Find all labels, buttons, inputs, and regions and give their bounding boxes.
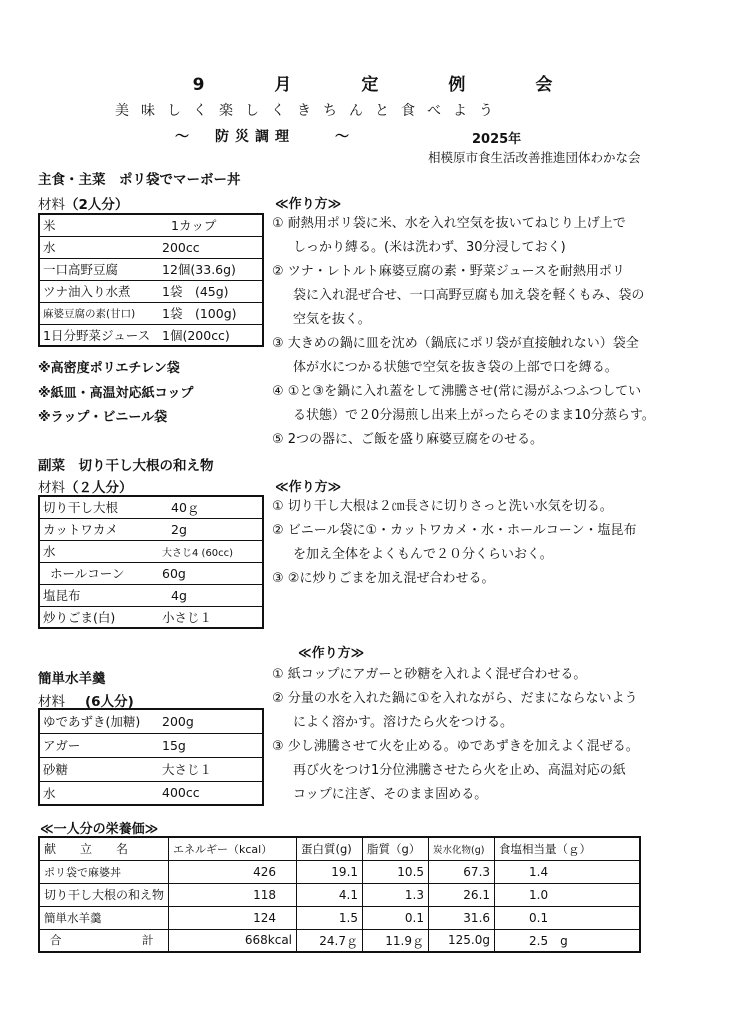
ingredient-amount: 200cc — [159, 236, 263, 258]
step-line: ① 耐熱用ポリ袋に米、水を入れ空気を抜いてねじり上げ上で — [272, 216, 626, 231]
dish1-ingredient-table — [38, 213, 264, 347]
step-line: る状態）で２0分湯煎し出来上がったらそのまま10分蒸らす。 — [293, 408, 655, 423]
dish2-heading: 副菜 切り干し大根の和え物 — [38, 458, 214, 474]
title-char: 定 — [361, 75, 379, 95]
table-row — [39, 540, 263, 562]
dish3-heading: 簡単水羊羹 — [38, 671, 106, 687]
cell: 124 — [169, 906, 297, 929]
ingredient-amount: 大さじ１ — [159, 757, 263, 781]
ingredient-name: 塩昆布 — [39, 584, 159, 606]
subtitle: 美味しく楽しくきちんと食べよう — [115, 103, 505, 119]
cell: 2.5 g — [495, 929, 640, 952]
ingredient-amount: 大さじ4 (60cc) — [159, 540, 263, 562]
ingredient-amount: 1カップ — [159, 214, 263, 236]
servings: (6人分) — [85, 694, 134, 710]
cell: 426 — [169, 860, 297, 883]
cell: 19.1 — [297, 860, 363, 883]
ingredient-amount: 小さじ１ — [159, 606, 263, 628]
ingredient-name: 1日分野菜ジュース — [39, 324, 159, 346]
cell: 合 計 — [39, 929, 169, 952]
title-char: 例 — [448, 75, 466, 95]
cell: 67.3 — [429, 860, 495, 883]
ingredient-name: ゆであずき(加糖) — [39, 709, 159, 733]
cell: 24.7ｇ — [297, 929, 363, 952]
step-line: ③ 少し沸騰させて火を止める。ゆであずきを加えよく混ぜる。 — [272, 739, 639, 754]
organization: 相模原市食生活改善推進団体わかな会 — [428, 150, 641, 165]
cell: 1.5 — [297, 906, 363, 929]
ingredient-name: 米 — [39, 214, 159, 236]
column-header: エネルギー（kcal） — [169, 837, 297, 860]
materials-label: 材料 — [38, 197, 65, 213]
cell: 125.0g — [429, 929, 495, 952]
table-row — [39, 860, 640, 883]
ingredient-name: ツナ油入り水煮 — [39, 280, 159, 302]
table-row — [39, 518, 263, 540]
step-line: しっかり縛る。(米は洗わず、30分浸しておく) — [293, 240, 566, 255]
table-row — [39, 236, 263, 258]
table-row — [39, 781, 263, 805]
cell: 0.1 — [495, 906, 640, 929]
ingredient-amount: 4g — [159, 584, 263, 606]
note: ※紙皿・高温対応紙コップ — [38, 386, 194, 401]
step-line: 袋に入れ混ぜ合せ、一口高野豆腐も加え袋を軽くもみ、袋の — [293, 288, 645, 303]
note: ※ラップ・ビニール袋 — [38, 410, 168, 425]
nutrition-table — [38, 836, 641, 953]
step-line: コップに注ぎ、そのまま固める。 — [293, 787, 488, 802]
materials-label: 材料 — [38, 480, 65, 496]
materials-label: 材料 — [38, 694, 65, 710]
cell: 0.1 — [363, 906, 429, 929]
dish2-ingredient-table — [38, 495, 264, 629]
nutrition-title: ≪一人分の栄養価≫ — [40, 822, 159, 837]
cell: 10.5 — [363, 860, 429, 883]
column-header: 脂質（g） — [363, 837, 429, 860]
title-char: 会 — [535, 75, 553, 95]
step-line: によく溶かす。溶けたら火をつける。 — [293, 715, 513, 730]
column-header: 蛋白質(g) — [297, 837, 363, 860]
dish1-heading: 主食・主菜 ポリ袋でマーボー丼 — [38, 172, 241, 188]
dish1-materials — [38, 193, 128, 213]
table-row — [39, 562, 263, 584]
dish3-materials — [38, 690, 134, 710]
ingredient-amount: 60g — [159, 562, 263, 584]
title-char: 月 — [274, 75, 292, 95]
table-row — [39, 280, 263, 302]
ingredient-name: ホールコーン — [39, 562, 159, 584]
step-line: ② ビニール袋に①・カットワカメ・水・ホールコーン・塩昆布 — [272, 523, 637, 538]
step-line: 空気を抜く。 — [293, 312, 371, 327]
ingredient-amount: 1個(200cc) — [159, 324, 263, 346]
theme: ～ 防災調理 ～ — [175, 129, 355, 145]
ingredient-name: 麻婆豆腐の素(甘口) — [39, 302, 159, 324]
note: ※高密度ポリエチレン袋 — [38, 361, 180, 376]
page-title — [0, 70, 745, 95]
cell: 1.0 — [495, 883, 640, 906]
dish3-howto-title: ≪作り方≫ — [298, 646, 365, 661]
step-line: ① 紙コップにアガーと砂糖を入れよく混ぜ合わせる。 — [272, 667, 587, 682]
step-line: ③ 大きめの鍋に皿を沈め（鍋底にポリ袋が直接触れない）袋全 — [272, 336, 639, 351]
column-header: 炭水化物(g) — [429, 837, 495, 860]
step-line: ② 分量の水を入れた鍋に①を入れながら、だまにならないよう — [272, 691, 638, 706]
table-row — [39, 258, 263, 280]
servings: （２人分） — [65, 480, 133, 496]
table-row — [39, 757, 263, 781]
column-header: 献 立 名 — [39, 837, 169, 860]
table-row — [39, 302, 263, 324]
ingredient-amount: 2g — [159, 518, 263, 540]
step-line: ④ ①と③を鍋に入れ蓋をして沸騰させ(常に湯がふつふつしてい — [272, 384, 642, 399]
step-line: 再び火をつけ1分位沸騰させたら火を止め、高温対応の紙 — [293, 763, 626, 778]
step-line: を加え全体をよくもんで２０分くらいおく。 — [293, 547, 553, 562]
ingredient-amount: 12個(33.6g) — [159, 258, 263, 280]
dish3-ingredient-table — [38, 708, 264, 806]
table-row — [39, 733, 263, 757]
ingredient-amount: 200g — [159, 709, 263, 733]
ingredient-name: 切り干し大根 — [39, 496, 159, 518]
year: 2025年 — [472, 132, 522, 147]
ingredient-name: 水 — [39, 540, 159, 562]
cell: 118 — [169, 883, 297, 906]
column-header: 食塩相当量（ｇ） — [495, 837, 640, 860]
table-total-row — [39, 929, 640, 952]
table-header-row — [39, 837, 640, 860]
table-row — [39, 214, 263, 236]
step-line: ③ ②に炒りごまを加え混ぜ合わせる。 — [272, 571, 495, 586]
ingredient-amount: 40ｇ — [159, 496, 263, 518]
step-line: ① 切り干し大根は２㎝長さに切りさっと洗い水気を切る。 — [272, 499, 613, 514]
cell: 4.1 — [297, 883, 363, 906]
cell: 11.9ｇ — [363, 929, 429, 952]
dish1-howto-title: ≪作り方≫ — [275, 197, 342, 212]
ingredient-amount: 400cc — [159, 781, 263, 805]
table-row — [39, 324, 263, 346]
dish2-materials — [38, 476, 133, 496]
servings: （2人分） — [65, 197, 129, 213]
step-line: ⑤ 2つの器に、ご飯を盛り麻婆豆腐をのせる。 — [272, 432, 544, 447]
cell: 26.1 — [429, 883, 495, 906]
cell: 668kcal — [169, 929, 297, 952]
table-row — [39, 496, 263, 518]
cell: 1.4 — [495, 860, 640, 883]
title-char: 9 — [192, 75, 205, 95]
cell: 簡単水羊羹 — [39, 906, 169, 929]
cell: 31.6 — [429, 906, 495, 929]
ingredient-amount: 15g — [159, 733, 263, 757]
ingredient-name: アガー — [39, 733, 159, 757]
ingredient-name: 一口高野豆腐 — [39, 258, 159, 280]
cell: ポリ袋で麻婆丼 — [39, 860, 169, 883]
step-line: ② ツナ・レトルト麻婆豆腐の素・野菜ジュースを耐熱用ポリ — [272, 264, 625, 279]
ingredient-name: 水 — [39, 781, 159, 805]
ingredient-name: 水 — [39, 236, 159, 258]
table-row — [39, 883, 640, 906]
ingredient-name: 炒りごま(白) — [39, 606, 159, 628]
table-row — [39, 584, 263, 606]
ingredient-name: カットワカメ — [39, 518, 159, 540]
table-row — [39, 906, 640, 929]
ingredient-amount: 1袋 (45g) — [159, 280, 263, 302]
ingredient-name: 砂糖 — [39, 757, 159, 781]
cell: 切り干し大根の和え物 — [39, 883, 169, 906]
cell: 1.3 — [363, 883, 429, 906]
ingredient-amount: 1袋 (100g) — [159, 302, 263, 324]
table-row — [39, 709, 263, 733]
step-line: 体が水につかる状態で空気を抜き袋の上部で口を縛る。 — [293, 360, 618, 375]
table-row — [39, 606, 263, 628]
dish2-howto-title: ≪作り方≫ — [275, 480, 342, 495]
